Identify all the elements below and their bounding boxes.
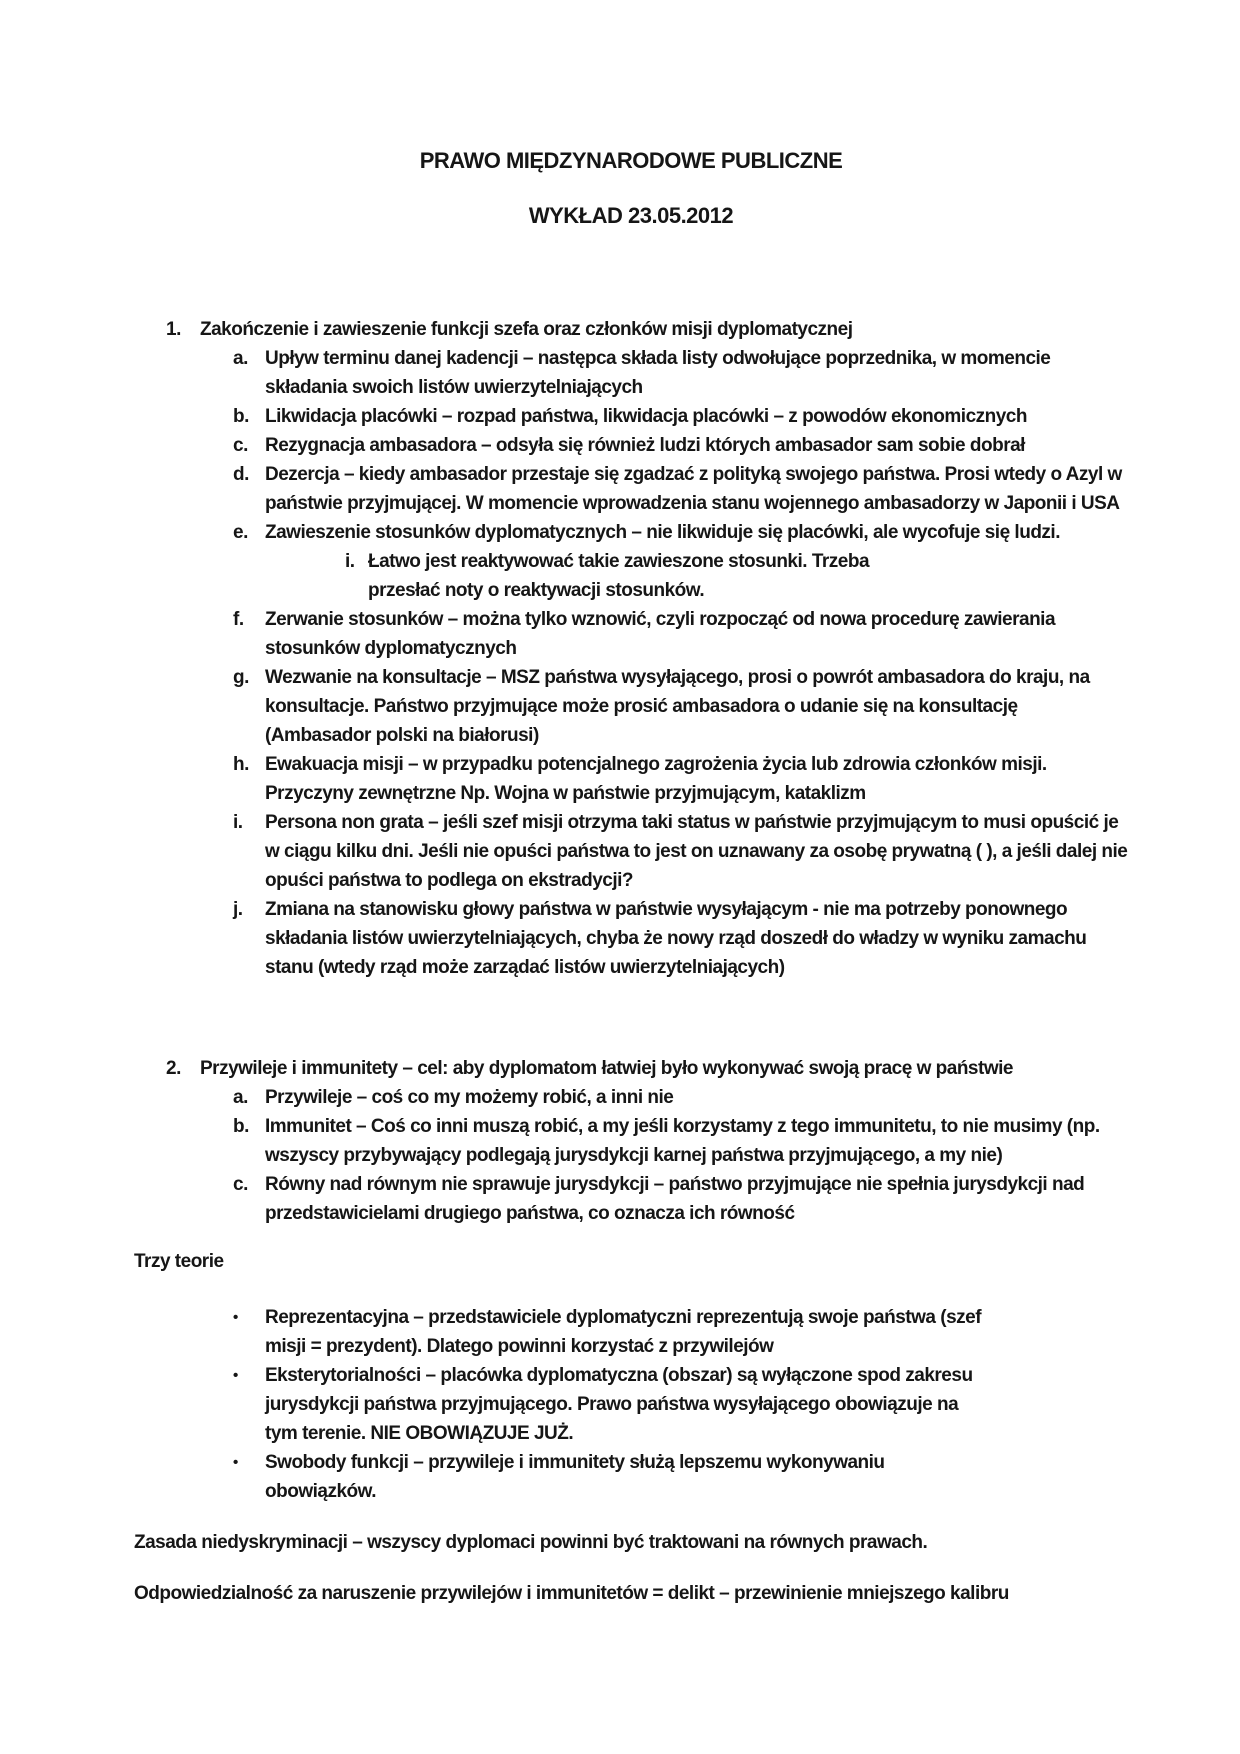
list-item-text: Zerwanie stosunków – można tylko wznowić, czyli rozpocząć od nowa procedurę zawierania stosunków dyplomatycznych [265, 609, 1056, 659]
list-item-text: Wezwanie na konsultacje – MSZ państwa wysyłającego, prosi o powrót ambasadora do kraju, na konsultacje. Państwo przyjmujące może prosić ambasadora o udanie się na konsultację (Ambasador polski na białorusi) [265, 667, 1090, 746]
bullet-icon: • [233, 1454, 238, 1471]
list-item-marker: d. [233, 464, 249, 485]
list-item-text: Przywileje – coś co my możemy robić, a inni nie [265, 1087, 674, 1108]
list-item [134, 1083, 1128, 1112]
bullet-icon: • [233, 1367, 238, 1384]
list-item-text: Równy nad równym nie sprawuje jurysdykcji – państwo przyjmujące nie spełnia jurysdykcji nad przedstawicielami drugiego państwa, co oznacza ich równość [265, 1174, 1085, 1224]
list-item [134, 895, 1128, 982]
sub-list-item-text: Łatwo jest reaktywować takie zawieszone stosunki. Trzeba przesłać noty o reaktywacji stosunków. [368, 551, 870, 601]
list-item [134, 750, 1128, 808]
list-item [134, 808, 1128, 895]
theory-bullet-item [134, 1361, 1128, 1448]
list-item [134, 605, 1128, 663]
list-item-text: Likwidacja placówki – rozpad państwa, likwidacja placówki – z powodów ekonomicznych [265, 406, 1027, 427]
sub-list-item [345, 547, 1128, 605]
sub-list-item-marker: i. [345, 551, 355, 572]
topic-2-number: 2. [166, 1058, 181, 1079]
closing-paragraph: Odpowiedzialność za naruszenie przywilejów i immunitetów = delikt – przewinienie mniejszego kalibru [134, 1583, 1009, 1604]
list-item-marker: a. [233, 1087, 248, 1108]
list-item-marker: c. [233, 435, 248, 456]
list-item-text: Zmiana na stanowisku głowy państwa w państwie wysyłającym - nie ma potrzeby ponownego składania listów uwierzytelniających, chyba że nowy rząd doszedł do władzy w wyniku zamachu stanu (wtedy rząd może zarządać listów uwierzytelniających) [265, 899, 1087, 978]
theory-bullet-item [134, 1448, 1128, 1506]
list-item-marker: f. [233, 609, 244, 630]
topic-1-points [134, 344, 1128, 982]
list-item-marker: g. [233, 667, 249, 688]
lecture-subtitle: WYKŁAD 23.05.2012 [528, 203, 734, 228]
theories-section-label: Trzy teorie [134, 1251, 224, 1272]
list-item-marker: e. [233, 522, 248, 543]
list-item-marker: h. [233, 754, 249, 775]
topic-1 [134, 315, 1128, 982]
list-item-text [265, 518, 1128, 605]
list-item [134, 518, 1128, 605]
list-item [134, 402, 1128, 431]
list-item [134, 1170, 1128, 1228]
document-title: PRAWO MIĘDZYNARODOWE PUBLICZNE [419, 148, 843, 173]
list-item-text: Dezercja – kiedy ambasador przestaje się zgadzać z polityką swojego państwa. Prosi wtedy o Azyl w państwie przyjmującej. W momencie wprowadzenia stanu wojennego ambasadorzy w Japonii i USA [265, 464, 1122, 514]
list-item [134, 460, 1128, 518]
list-item-text: Ewakuacja misji – w przypadku potencjalnego zagrożenia życia lub zdrowia członków misji. Przyczyny zewnętrzne Np. Wojna w państwie przyjmującym, kataklizm [265, 754, 1047, 804]
list-item-text-inline: Zawieszenie stosunków dyplomatycznych – nie likwiduje się placówki, ale wycofuje się ludzi. [265, 522, 1060, 543]
closing-paragraph: Zasada niedyskryminacji – wszyscy dyplomaci powinni być traktowani na równych prawach. [134, 1532, 928, 1553]
topic-1-number: 1. [166, 319, 181, 340]
list-item [134, 663, 1128, 750]
topic-1-heading-row [134, 315, 1128, 344]
list-item-marker: b. [233, 406, 249, 427]
list-item-text: Immunitet – Coś co inni muszą robić, a my jeśli korzystamy z tego immunitetu, to nie musimy (np. wszyscy przybywający podlegają jurysdykcji karnej państwa przyjmującego, a my nie) [265, 1116, 1100, 1166]
topic-2 [134, 1054, 1128, 1228]
list-item-text: Upływ terminu danej kadencji – następca składa listy odwołujące poprzednika, w momencie składania swoich listów uwierzytelniających [265, 348, 1051, 398]
theory-text: Swobody funkcji – przywileje i immunitety służą lepszemu wykonywaniu obowiązków. [265, 1452, 885, 1502]
list-item-text: Rezygnacja ambasadora – odsyła się również ludzi których ambasador sam sobie dobrał [265, 435, 1025, 456]
topic-2-heading: Przywileje i immunitety – cel: aby dyplomatom łatwiej było wykonywać swoją pracę w państwie [200, 1058, 1013, 1079]
list-item [134, 1112, 1128, 1170]
list-item [134, 344, 1128, 402]
list-item-text: Persona non grata – jeśli szef misji otrzyma taki status w państwie przyjmującym to musi opuścić je w ciągu kilku dni. Jeśli nie opuści państwa to jest on uznawany za osobę prywatną ( ), a jeśli dalej nie opuści państwa to podlega on ekstradycji? [265, 812, 1128, 891]
topic-2-heading-row [134, 1054, 1128, 1083]
list-item-marker: c. [233, 1174, 248, 1195]
theory-bullet-item [134, 1303, 1128, 1361]
list-item-marker: i. [233, 812, 243, 833]
topic-2-points [134, 1083, 1128, 1228]
topic-1-heading: Zakończenie i zawieszenie funkcji szefa oraz członków misji dyplomatycznej [200, 319, 853, 340]
theory-text: Eksterytorialności – placówka dyplomatyczna (obszar) są wyłączone spod zakresu jurysdykcji państwa przyjmującego. Prawo państwa wysyłającego obowiązuje na tym terenie. NIE OBOWIĄZUJE JUŻ. [265, 1365, 973, 1444]
theory-text: Reprezentacyjna – przedstawiciele dyplomatyczni reprezentują swoje państwa (szef misji = prezydent). Dlatego powinni korzystać z przywilejów [265, 1307, 982, 1357]
list-item-marker: a. [233, 348, 248, 369]
bullet-icon: • [233, 1309, 238, 1326]
list-item-marker: b. [233, 1116, 249, 1137]
list-item [134, 431, 1128, 460]
theories-list [134, 1303, 1128, 1506]
list-item-marker: j. [233, 899, 243, 920]
